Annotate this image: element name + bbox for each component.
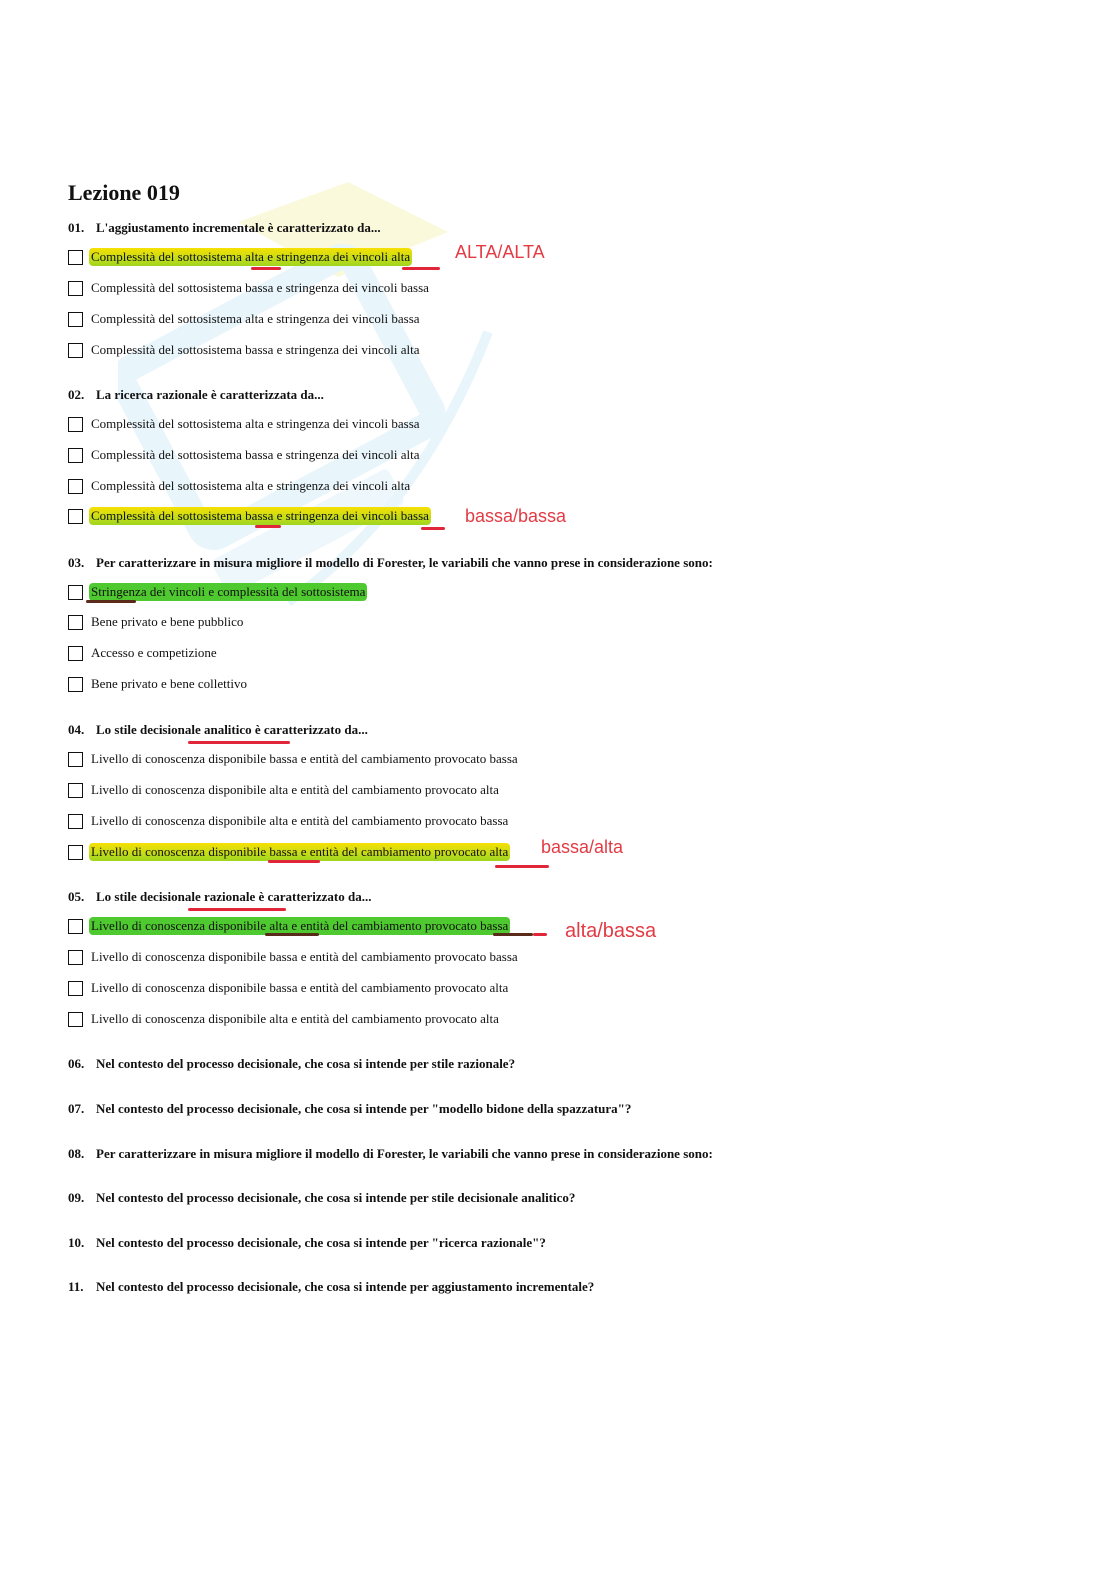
question-text: Nel contesto del processo decisionale, che cosa si intende per "ricerca razionale"? — [96, 1235, 546, 1250]
option-01-d — [68, 340, 422, 360]
question-text: Lo stile decisionale analitico è caratterizzato da... — [96, 722, 368, 737]
question-text: Per caratterizzare in misura migliore il modello di Forester, le variabili che vanno prese in considerazione sono: — [96, 555, 713, 570]
option-02-a — [68, 414, 422, 434]
option-text: Bene privato e bene collettivo — [91, 676, 247, 691]
question-text: L'aggiustamento incrementale è caratterizzato da... — [96, 220, 381, 235]
question-number: 03. — [68, 555, 85, 570]
option-04-c — [68, 811, 510, 831]
underline-mark — [268, 860, 320, 863]
option-text: Complessità del sottosistema alta e stringenza dei vincoli alta — [91, 478, 411, 493]
option-text: Livello di conoscenza disponibile bassa e entità del cambiamento provocato alta — [91, 980, 509, 995]
option-text: Livello di conoscenza disponibile alta e entità del cambiamento provocato bassa — [91, 813, 509, 828]
option-03-a — [68, 582, 367, 602]
question-02 — [68, 387, 324, 403]
option-text: Accesso e competizione — [91, 645, 217, 660]
option-text: Livello di conoscenza disponibile alta e entità del cambiamento provocato alta — [91, 782, 499, 797]
option-text: Livello di conoscenza disponibile alta e entità del cambiamento provocato bassa — [91, 918, 509, 933]
underline-mark — [402, 267, 440, 270]
checkbox[interactable] — [68, 509, 83, 524]
option-02-d — [68, 506, 431, 526]
option-01-a — [68, 247, 412, 267]
option-text: Complessità del sottosistema alta e stringenza dei vincoli bassa — [91, 416, 420, 431]
question-01 — [68, 220, 381, 236]
option-02-c — [68, 476, 412, 496]
question-11 — [68, 1279, 594, 1295]
option-text: Complessità del sottosistema bassa e stringenza dei vincoli bassa — [91, 508, 429, 523]
checkbox[interactable] — [68, 250, 83, 265]
lesson-title: Lezione 019 — [68, 180, 180, 205]
question-10 — [68, 1235, 546, 1251]
question-number: 04. — [68, 722, 85, 737]
checkbox[interactable] — [68, 752, 83, 767]
underline-mark — [493, 933, 533, 936]
checkbox[interactable] — [68, 845, 83, 860]
underline-mark — [188, 741, 290, 744]
question-text: Nel contesto del processo decisionale, che cosa si intende per aggiustamento incrementale? — [96, 1279, 595, 1294]
option-text: Stringenza dei vincoli e complessità del sottosistema — [91, 584, 366, 599]
question-07 — [68, 1101, 631, 1117]
option-04-d — [68, 842, 510, 862]
option-05-c — [68, 978, 510, 998]
question-08 — [68, 1146, 713, 1162]
underline-mark — [251, 267, 281, 270]
question-04 — [68, 722, 368, 738]
question-number: 10. — [68, 1235, 85, 1250]
question-03 — [68, 555, 713, 571]
question-text: Nel contesto del processo decisionale, che cosa si intende per "modello bidone della spazzatura"? — [96, 1101, 632, 1116]
handwritten-note: bassa/bassa — [465, 506, 567, 526]
option-text: Complessità del sottosistema alta e stringenza dei vincoli bassa — [91, 311, 420, 326]
question-05 — [68, 889, 371, 905]
handwritten-note: bassa/alta — [541, 837, 624, 857]
checkbox[interactable] — [68, 981, 83, 996]
underline-mark — [86, 600, 136, 603]
underline-mark — [421, 527, 445, 530]
option-02-b — [68, 445, 422, 465]
checkbox[interactable] — [68, 783, 83, 798]
checkbox[interactable] — [68, 615, 83, 630]
option-01-b — [68, 278, 431, 298]
option-05-d — [68, 1009, 501, 1029]
option-03-b — [68, 612, 245, 632]
question-text: Nel contesto del processo decisionale, che cosa si intende per stile razionale? — [96, 1056, 516, 1071]
checkbox[interactable] — [68, 281, 83, 296]
underline-mark — [495, 865, 549, 868]
checkbox[interactable] — [68, 919, 83, 934]
question-06 — [68, 1056, 515, 1072]
option-text: Livello di conoscenza disponibile bassa e entità del cambiamento provocato bassa — [91, 949, 518, 964]
checkbox[interactable] — [68, 417, 83, 432]
question-number: 01. — [68, 220, 85, 235]
checkbox[interactable] — [68, 343, 83, 358]
checkbox[interactable] — [68, 585, 83, 600]
checkbox[interactable] — [68, 1012, 83, 1027]
question-text: Lo stile decisionale razionale è caratterizzato da... — [96, 889, 372, 904]
question-number: 06. — [68, 1056, 85, 1071]
option-text: Bene privato e bene pubblico — [91, 614, 244, 629]
option-text: Complessità del sottosistema bassa e stringenza dei vincoli bassa — [91, 280, 429, 295]
question-09 — [68, 1190, 575, 1206]
option-03-d — [68, 674, 249, 694]
option-04-b — [68, 780, 501, 800]
checkbox[interactable] — [68, 448, 83, 463]
option-text: Livello di conoscenza disponibile bassa e entità del cambiamento provocato bassa — [91, 751, 518, 766]
question-number: 07. — [68, 1101, 85, 1116]
question-number: 09. — [68, 1190, 85, 1205]
option-text: Livello di conoscenza disponibile alta e entità del cambiamento provocato alta — [91, 1011, 499, 1026]
question-number: 11. — [68, 1279, 84, 1294]
checkbox[interactable] — [68, 479, 83, 494]
handwritten-note: alta/bassa — [565, 920, 657, 942]
option-text: Complessità del sottosistema bassa e stringenza dei vincoli alta — [91, 342, 420, 357]
option-04-a — [68, 749, 520, 769]
underline-mark — [265, 933, 319, 936]
question-number: 05. — [68, 889, 85, 904]
question-text: Nel contesto del processo decisionale, che cosa si intende per stile decisionale analitico? — [96, 1190, 576, 1205]
question-number: 08. — [68, 1146, 85, 1161]
checkbox[interactable] — [68, 950, 83, 965]
question-text: La ricerca razionale è caratterizzata da... — [96, 387, 324, 402]
checkbox[interactable] — [68, 677, 83, 692]
question-text: Per caratterizzare in misura migliore il modello di Forester, le variabili che vanno prese in considerazione sono: — [96, 1146, 713, 1161]
option-text: Complessità del sottosistema bassa e stringenza dei vincoli alta — [91, 447, 420, 462]
question-number: 02. — [68, 387, 85, 402]
checkbox[interactable] — [68, 646, 83, 661]
option-05-b — [68, 947, 520, 967]
option-01-c — [68, 309, 422, 329]
underline-mark — [255, 525, 281, 528]
option-text: Complessità del sottosistema alta e stringenza dei vincoli alta — [91, 249, 411, 264]
handwritten-note: ALTA/ALTA — [455, 242, 545, 262]
checkbox[interactable] — [68, 312, 83, 327]
option-03-c — [68, 643, 219, 663]
underline-mark — [188, 908, 286, 911]
underline-mark — [533, 933, 547, 936]
checkbox[interactable] — [68, 814, 83, 829]
option-text: Livello di conoscenza disponibile bassa e entità del cambiamento provocato alta — [91, 844, 509, 859]
